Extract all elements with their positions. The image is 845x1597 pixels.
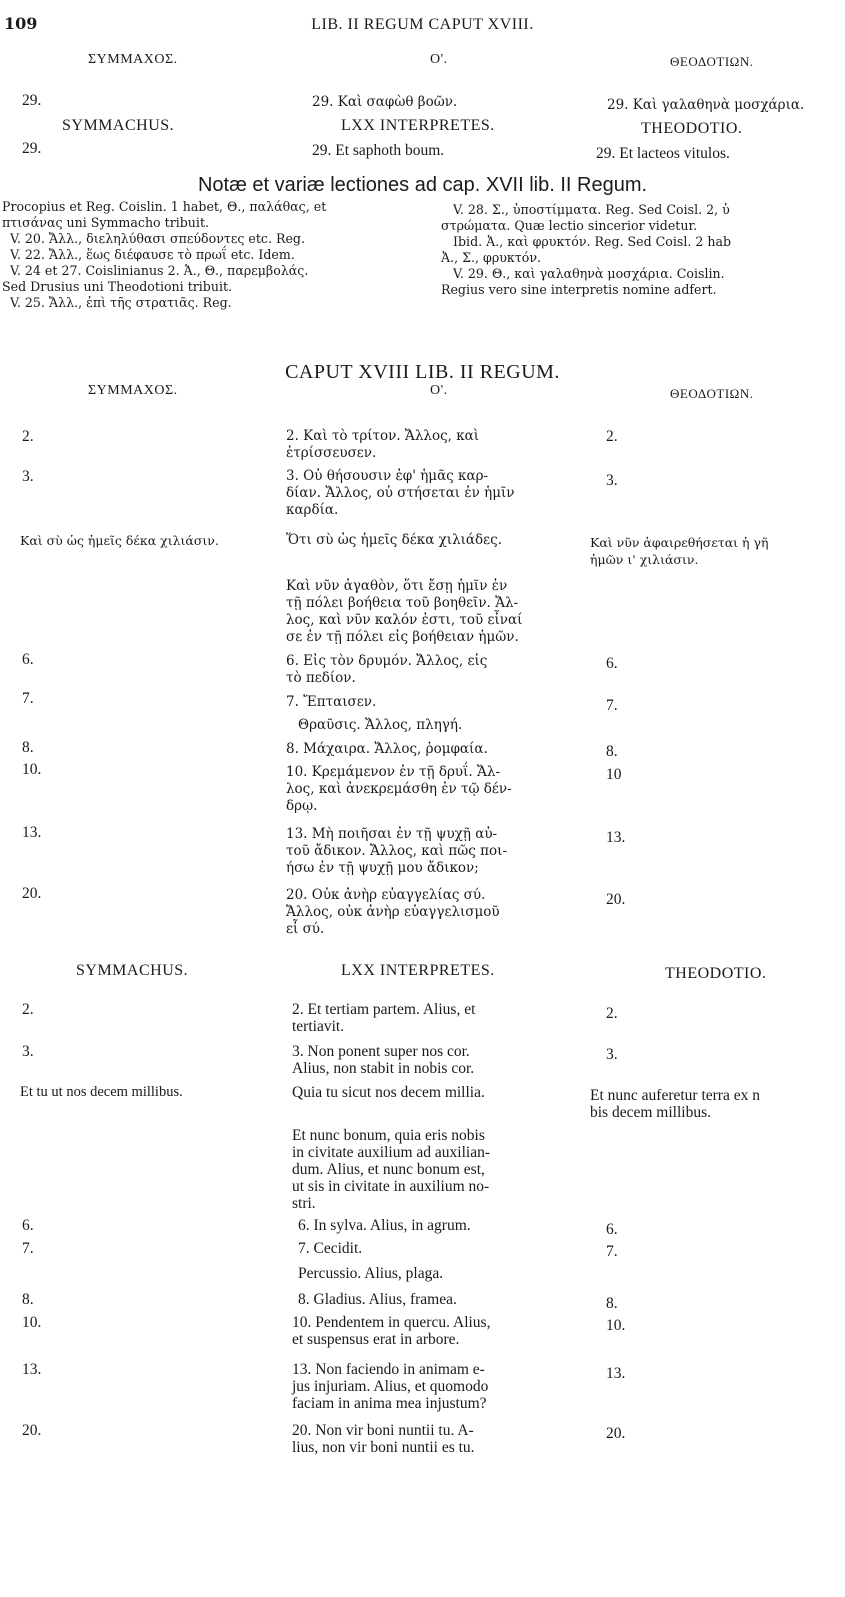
latin-lxx-2: 2. Et tertiam partem. Alius, et tertiavit. xyxy=(292,1001,476,1035)
greek-head-theodotion: ΘΕΟΔΟΤΙΩΝ. xyxy=(670,386,754,401)
latin-head-symmachus: SYMMACHUS. xyxy=(76,962,189,979)
greek-lxx-dekachiliades: Ὅτι σὺ ὡς ἡμεῖς δέκα χιλιάδες. xyxy=(286,532,503,548)
greek-t-3: 3. xyxy=(606,472,618,489)
notes-title: Notæ et variæ lectiones ad cap. XVII lib. II Regum. xyxy=(197,174,648,196)
latin-lxx-percussio: Percussio. Alius, plaga. xyxy=(298,1265,444,1282)
greek-t-aphairethesetai: Καὶ νῦν ἀφαιρεθήσεται ἡ γῆ ἡμῶν ι' χιλιάσιν. xyxy=(590,535,769,567)
greek-s-3: 3. xyxy=(22,468,34,485)
greek-s-6: 6. xyxy=(22,651,34,668)
latin-lxx-10: 10. Pendentem in quercu. Alius, et suspensus erat in arbore. xyxy=(292,1314,491,1348)
latin-t-2: 2. xyxy=(606,1005,618,1022)
greek-t-8: 8. xyxy=(606,743,618,760)
greek-s-7: 7. xyxy=(22,690,34,707)
top-greek-head-symmachus: ΣΥΜΜΑΧΟΣ. xyxy=(88,52,178,67)
greek-lxx-6: 6. Εἰς τὸν δρυμόν. Ἄλλος, εἰς τὸ πεδίον. xyxy=(286,653,488,686)
greek-lxx-thrausis: Θραῦσις. Ἄλλος, πληγή. xyxy=(298,717,463,733)
top-latin-head-lxx: LXX INTERPRETES. xyxy=(341,117,495,134)
greek-lxx-agathon: Καὶ νῦν ἀγαθὸν, ὅτι ἔσῃ ἡμῖν ἐν τῇ πόλει βοήθεια τοῦ βοηθεῖν. Ἄλ- λος, καὶ νῦν καλόν ἐστι, τοῦ εἶναί σε ἐν τῇ πόλει εἰς βοήθειαν ἡμῶν. xyxy=(286,578,523,645)
latin-t-6: 6. xyxy=(606,1221,618,1238)
greek-t-2: 2. xyxy=(606,428,618,445)
latin-lxx-6: 6. In sylva. Alius, in agrum. xyxy=(298,1217,471,1234)
notes-right: V. 28. Σ., ὑποστίμματα. Reg. Sed Coisl. 2, ὑ στρώματα. Quæ lectio sincerior videtur. Ibid. Ἀ., καὶ φρυκτόν. Reg. Sed Coisl. 2 hab Ἀ., Σ., φρυκτόν. V. 29. Θ., καὶ γαλαθηνὰ μοσχάρια. Coislin. Regius vero sine interpretis nomine adfert. xyxy=(441,202,732,297)
greek-lxx-8: 8. Μάχαιρα. Ἄλλος, ῥομφαία. xyxy=(286,741,488,757)
latin-lxx-13: 13. Non faciendo in animam e- jus injuriam. Alius, et quomodo faciam in anima mea injustum? xyxy=(292,1361,489,1412)
top-latin-symmachus: 29. xyxy=(22,140,42,157)
top-latin-lxx: 29. Et saphoth boum. xyxy=(312,142,445,159)
latin-s-8: 8. xyxy=(22,1291,34,1308)
top-latin-head-theodotio: THEODOTIO. xyxy=(641,120,743,137)
top-greek-head-theodotion: ΘΕΟΔΟΤΙΩΝ. xyxy=(670,54,754,69)
latin-lxx-et-nunc-bonum: Et nunc bonum, quia eris nobis in civitate auxilium ad auxilian- dum. Alius, et nunc bonum est, ut sis in civitate in auxilium no- stri. xyxy=(292,1127,490,1212)
top-latin-head-symmachus: SYMMACHUS. xyxy=(62,117,175,134)
latin-t-7: 7. xyxy=(606,1243,618,1260)
greek-s-2: 2. xyxy=(22,428,34,445)
latin-head-lxx: LXX INTERPRETES. xyxy=(341,962,495,979)
greek-t-6: 6. xyxy=(606,655,618,672)
top-greek-head-lxx: Ο'. xyxy=(430,52,448,67)
top-greek-theodotion: 29. Καὶ γαλαθηνὰ μοσχάρια. xyxy=(607,97,805,113)
greek-lxx-7: 7. Ἔπταισεν. xyxy=(286,694,377,710)
latin-s-3: 3. xyxy=(22,1043,34,1060)
latin-lxx-7: 7. Cecidit. xyxy=(298,1240,363,1257)
latin-t-13: 13. xyxy=(606,1365,626,1382)
latin-head-theodotio: THEODOTIO. xyxy=(665,965,767,982)
latin-s-10: 10. xyxy=(22,1314,42,1331)
greek-lxx-2: 2. Καὶ τὸ τρίτον. Ἄλλος, καὶ ἐτρίσσευσεν. xyxy=(286,428,480,461)
greek-s-dekachiliasin: Καὶ σὺ ὡς ἡμεῖς δέκα χιλιάσιν. xyxy=(20,533,219,548)
greek-lxx-20: 20. Οὐκ ἀνὴρ εὐαγγελίας σύ. Ἄλλος, οὐκ ἀνὴρ εὐαγγελισμοῦ εἶ σύ. xyxy=(286,887,500,937)
latin-t-8: 8. xyxy=(606,1295,618,1312)
latin-s-13: 13. xyxy=(22,1361,42,1378)
greek-lxx-13: 13. Μὴ ποιῆσαι ἐν τῇ ψυχῇ αὐ- τοῦ ἄδικον. Ἄλλος, καὶ πῶς ποι- ήσω ἐν τῇ ψυχῇ μου ἄδικον; xyxy=(286,826,508,876)
latin-s-7: 7. xyxy=(22,1240,34,1257)
top-greek-symmachus: 29. xyxy=(22,92,42,109)
latin-s-6: 6. xyxy=(22,1217,34,1234)
top-greek-lxx: 29. Καὶ σαφὼθ βοῶν. xyxy=(312,94,458,110)
greek-head-lxx: Ο'. xyxy=(430,383,448,398)
greek-t-13: 13. xyxy=(606,829,626,846)
latin-lxx-20: 20. Non vir boni nuntii tu. A- lius, non vir boni nuntii es tu. xyxy=(292,1422,475,1456)
greek-head-symmachus: ΣΥΜΜΑΧΟΣ. xyxy=(88,383,178,398)
latin-s-decem-millibus: Et tu ut nos decem millibus. xyxy=(20,1084,183,1100)
greek-lxx-3: 3. Οὐ θήσουσιν ἐφ' ἡμᾶς καρ- δίαν. Ἄλλος, οὐ στήσεται ἐν ἡμῖν καρδία. xyxy=(286,468,515,518)
latin-s-2: 2. xyxy=(22,1001,34,1018)
top-latin-theodotio: 29. Et lacteos vitulos. xyxy=(596,145,730,162)
latin-lxx-3: 3. Non ponent super nos cor. Alius, non stabit in nobis cor. xyxy=(292,1043,475,1077)
greek-s-8: 8. xyxy=(22,739,34,756)
latin-t-auferetur: Et nunc auferetur terra ex n bis decem millibus. xyxy=(590,1087,760,1121)
notes-left: Procopius et Reg. Coislin. 1 habet, Θ., παλάθας, et πτισάνας uni Symmacho tribuit. V. 20. Ἄλλ., διεληλύθασι σπεύδοντες etc. Reg. V. 22. Ἄλλ., ἕως διέφαυσε τὸ πρωΐ etc. Idem. V. 24 et 27. Coislinianus 2. Ἀ., Θ., παρεμβολάς. Sed Drusius uni Theodotioni tribuit. V. 25. Ἄλλ., ἐπὶ τῆς στρατιᾶς. Reg. xyxy=(2,199,327,310)
latin-t-10: 10. xyxy=(606,1317,626,1334)
caput-title: CAPUT XVIII LIB. II REGUM. xyxy=(285,361,560,383)
latin-lxx-quia-tu: Quia tu sicut nos decem millia. xyxy=(292,1084,485,1101)
page-number: 109 xyxy=(4,14,38,33)
greek-t-20: 20. xyxy=(606,891,626,908)
latin-s-20: 20. xyxy=(22,1422,42,1439)
greek-t-7: 7. xyxy=(606,697,618,714)
greek-s-13: 13. xyxy=(22,824,42,841)
latin-lxx-8: 8. Gladius. Alius, framea. xyxy=(298,1291,457,1308)
greek-t-10: 10 xyxy=(606,766,622,783)
greek-lxx-10: 10. Κρεμάμενον ἐν τῇ δρυΐ. Ἄλ- λος, καὶ ἀνεκρεμάσθη ἐν τῷ δέν- δρῳ. xyxy=(286,764,512,814)
running-head: LIB. II REGUM CAPUT XVIII. xyxy=(311,16,534,33)
greek-s-20: 20. xyxy=(22,885,42,902)
latin-t-20: 20. xyxy=(606,1425,626,1442)
latin-t-3: 3. xyxy=(606,1046,618,1063)
greek-s-10: 10. xyxy=(22,761,42,778)
